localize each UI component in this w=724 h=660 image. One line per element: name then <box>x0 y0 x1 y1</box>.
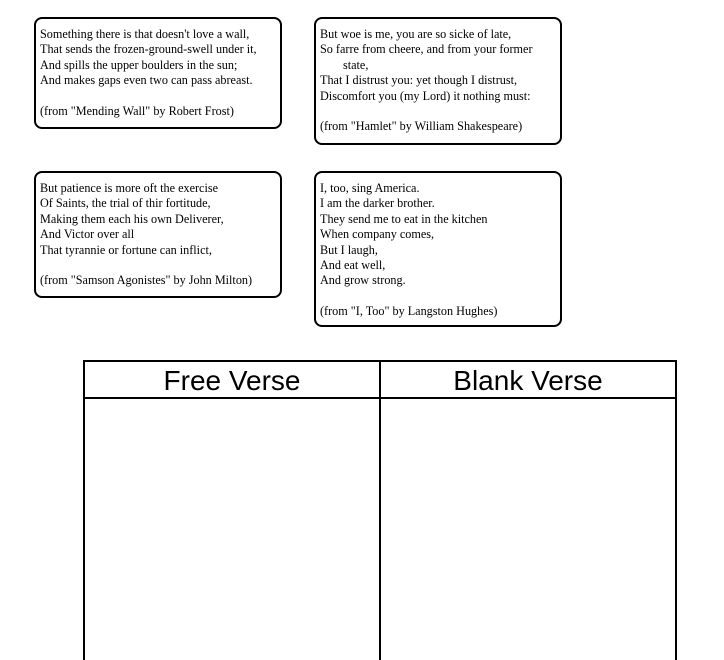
poem-line: And eat well, <box>320 258 386 273</box>
poem-line: They send me to eat in the kitchen <box>320 211 488 226</box>
poem-line: That tyrannie or fortune can inflict, <box>40 242 212 257</box>
poem-card-samson-agonistes[interactable] <box>34 171 282 298</box>
poem-line: But I laugh, <box>320 242 378 257</box>
free-verse-header: Free Verse <box>85 362 379 399</box>
line-spacer <box>320 289 556 304</box>
poem-source: (from "I, Too" by Langston Hughes) <box>320 304 498 319</box>
sorting-table <box>83 360 677 660</box>
poem-line: And makes gaps even two can pass abreast. <box>40 73 253 88</box>
blank-verse-column <box>379 362 675 660</box>
poem-line: I, too, sing America. <box>320 181 420 195</box>
blank-verse-drop-zone[interactable] <box>381 399 675 660</box>
poem-line: So farre from cheere, and from your former <box>320 42 533 57</box>
poem-line: That sends the frozen-ground-swell under it, <box>40 42 257 57</box>
poem-line: Something there is that doesn't love a wall, <box>40 27 250 41</box>
poem-line: And grow strong. <box>320 273 406 288</box>
poem-card-mending-wall[interactable] <box>34 17 282 129</box>
free-verse-column <box>85 362 379 660</box>
poem-line: Discomfort you (my Lord) it nothing must: <box>320 88 531 103</box>
poem-line: But woe is me, you are so sicke of late, <box>320 27 512 41</box>
line-spacer <box>40 89 276 104</box>
line-spacer <box>320 104 556 119</box>
poem-source: (from "Mending Wall" by Robert Frost) <box>40 104 234 119</box>
poem-line: When company comes, <box>320 227 435 242</box>
poem-line: And spills the upper boulders in the sun; <box>40 57 238 72</box>
poem-line: And Victor over all <box>40 227 135 242</box>
poem-source: (from "Samson Agonistes" by John Milton) <box>40 273 253 288</box>
poem-line: But patience is more oft the exercise <box>40 181 219 195</box>
blank-verse-header: Blank Verse <box>381 362 675 399</box>
poem-source: (from "Hamlet" by William Shakespeare) <box>320 119 523 134</box>
poem-line: That I distrust you: yet though I distrust, <box>320 73 518 88</box>
poem-card-hamlet[interactable] <box>314 17 562 145</box>
line-spacer <box>40 258 276 273</box>
poem-line: state, <box>343 57 369 72</box>
free-verse-drop-zone[interactable] <box>85 399 379 660</box>
poem-line: Of Saints, the trial of thir fortitude, <box>40 196 211 211</box>
poem-card-i-too[interactable] <box>314 171 562 327</box>
poem-line: Making them each his own Deliverer, <box>40 211 224 226</box>
poem-line: I am the darker brother. <box>320 196 435 211</box>
